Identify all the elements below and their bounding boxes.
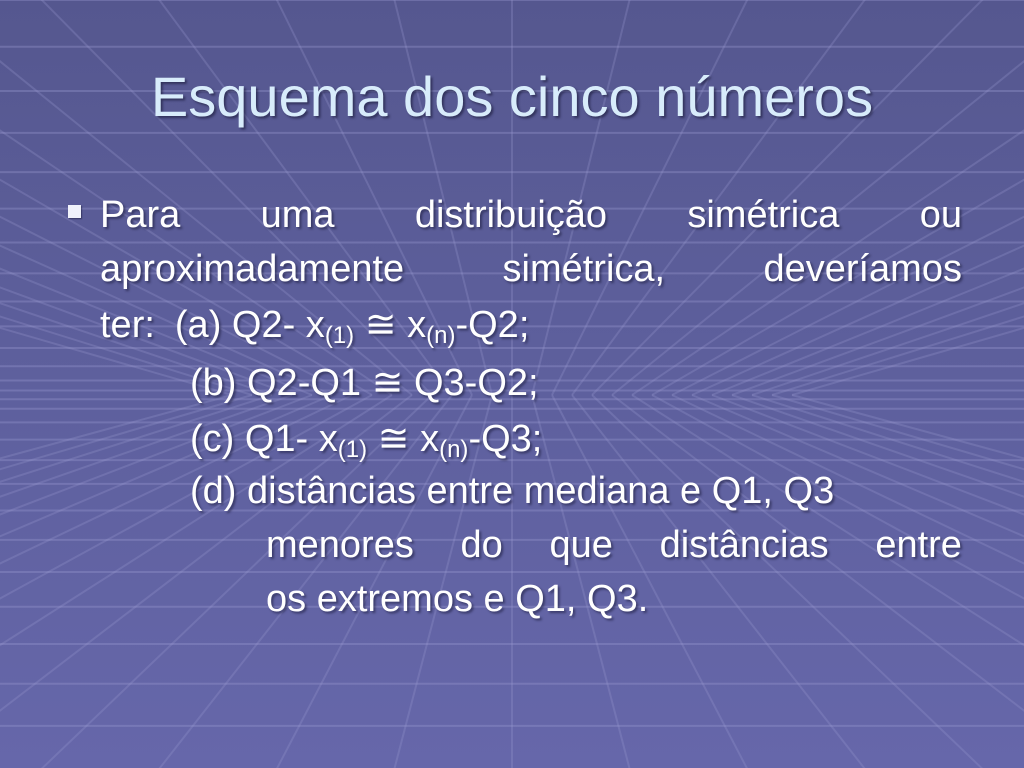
- subscript: (n): [426, 322, 456, 349]
- relation: ≅ x: [354, 304, 427, 346]
- relation: ≅ x: [367, 418, 440, 460]
- bullet-square-icon: [68, 205, 81, 218]
- word: ou: [919, 194, 962, 236]
- item-d-line-3: os extremos e Q1, Q3.: [266, 578, 649, 620]
- word: que: [549, 524, 613, 566]
- slide-title: Esquema dos cinco números: [150, 65, 874, 128]
- item-b: (b) Q2-Q1 ≅ Q3-Q2;: [190, 362, 539, 404]
- word: do: [460, 524, 503, 566]
- subscript: (1): [324, 322, 355, 349]
- word: entre: [875, 524, 962, 566]
- word: uma: [260, 194, 335, 236]
- item-d-line-1: (d) distâncias entre mediana e Q1, Q3: [190, 470, 835, 512]
- subscript: (1): [337, 436, 368, 463]
- word: Para: [100, 194, 181, 236]
- item-c: [190, 412, 962, 466]
- item-a-label: (a) Q2- x: [174, 304, 325, 346]
- item-c-tail: -Q3;: [468, 418, 543, 460]
- item-d-line-2: [266, 518, 962, 572]
- word: aproximadamente: [100, 248, 405, 290]
- word: distâncias: [659, 524, 829, 566]
- item-c-label: (c) Q1- x: [190, 418, 338, 460]
- word: distribuição: [414, 194, 608, 236]
- word: deveríamos: [763, 248, 962, 290]
- bullet-line-2: [100, 242, 962, 296]
- word: simétrica: [687, 194, 840, 236]
- bullet-line-1: [100, 188, 962, 242]
- word: menores: [266, 524, 414, 566]
- subscript: (n): [439, 436, 469, 463]
- bullet-line-3-item-a: [100, 298, 962, 352]
- item-a-tail: -Q2;: [455, 304, 530, 346]
- word: simétrica,: [502, 248, 666, 290]
- lead-text: ter:: [100, 304, 155, 346]
